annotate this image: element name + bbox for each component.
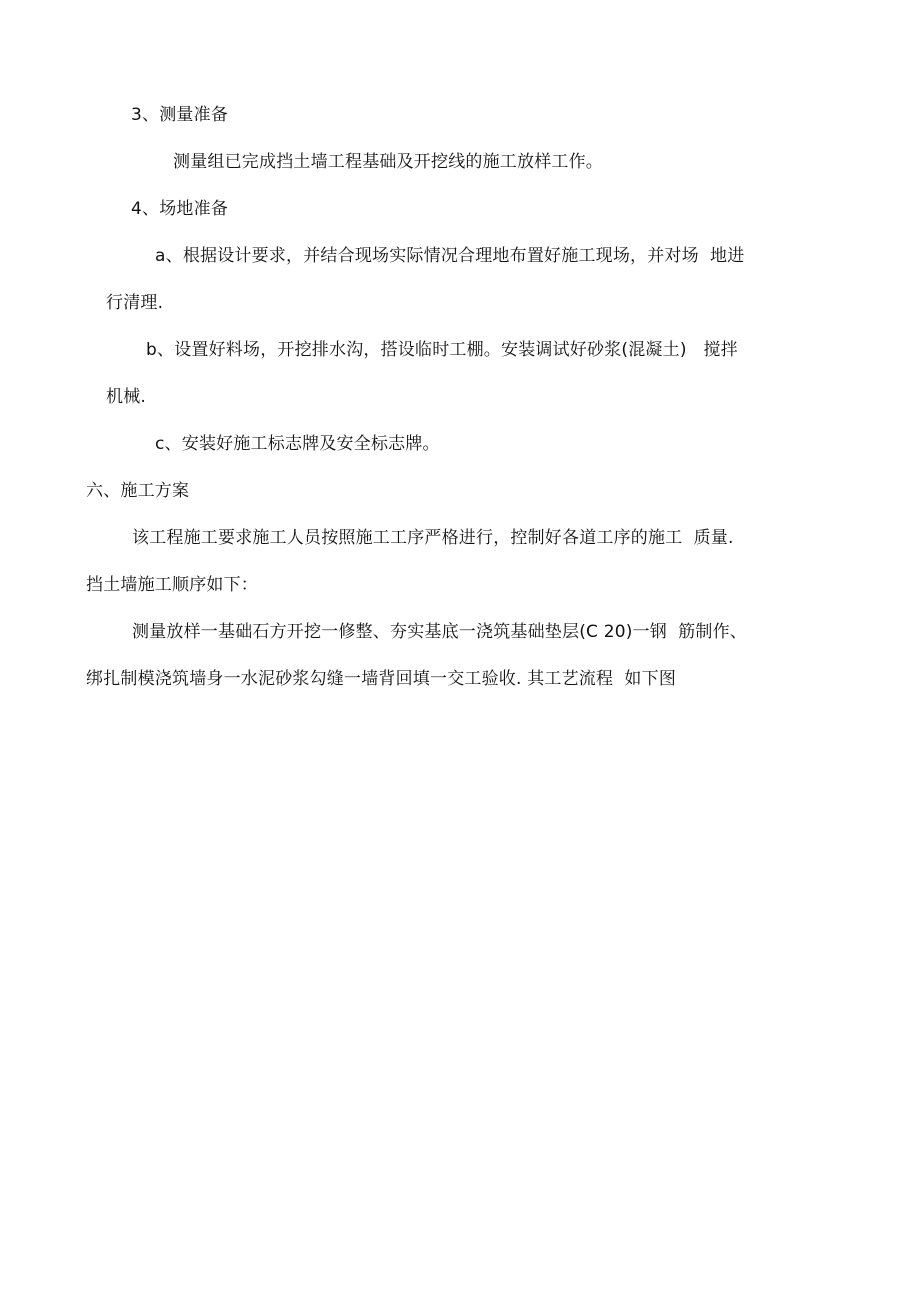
section-heading-construction-plan: 六、施工方案	[86, 481, 190, 501]
heading-site-preparation: 4、场地准备	[131, 199, 229, 219]
item-a-line-1: a、根据设计要求，并结合现场实际情况合理地布置好施工现场，并对场 地进	[155, 246, 745, 266]
paragraph-construction-requirements-line-2: 挡土墙施工顺序如下：	[86, 575, 258, 595]
item-b-line-2: 机械.	[106, 387, 147, 407]
paragraph-construction-requirements-line-1: 该工程施工要求施工人员按照施工工序严格进行，控制好各道工序的施工 质量.	[132, 528, 734, 548]
item-a-line-2: 行清理.	[106, 293, 164, 313]
item-c: c、安装好施工标志牌及安全标志牌。	[155, 434, 440, 454]
heading-survey-preparation: 3、测量准备	[131, 105, 229, 125]
process-sequence-line-1: 测量放样一基础石方开挖一修整、夯实基底一浇筑基础垫层(C 20)一钢 筋制作、	[132, 622, 747, 642]
paragraph-survey-done: 测量组已完成挡土墙工程基础及开挖线的施工放样工作。	[173, 152, 603, 172]
item-b-line-1: b、设置好料场，开挖排水沟，搭设临时工棚。安装调试好砂浆(混凝土) 搅拌	[146, 340, 738, 360]
process-sequence-line-2: 绑扎制模浇筑墙身一水泥砂浆勾缝一墙背回填一交工验收. 其工艺流程 如下图	[86, 669, 677, 689]
